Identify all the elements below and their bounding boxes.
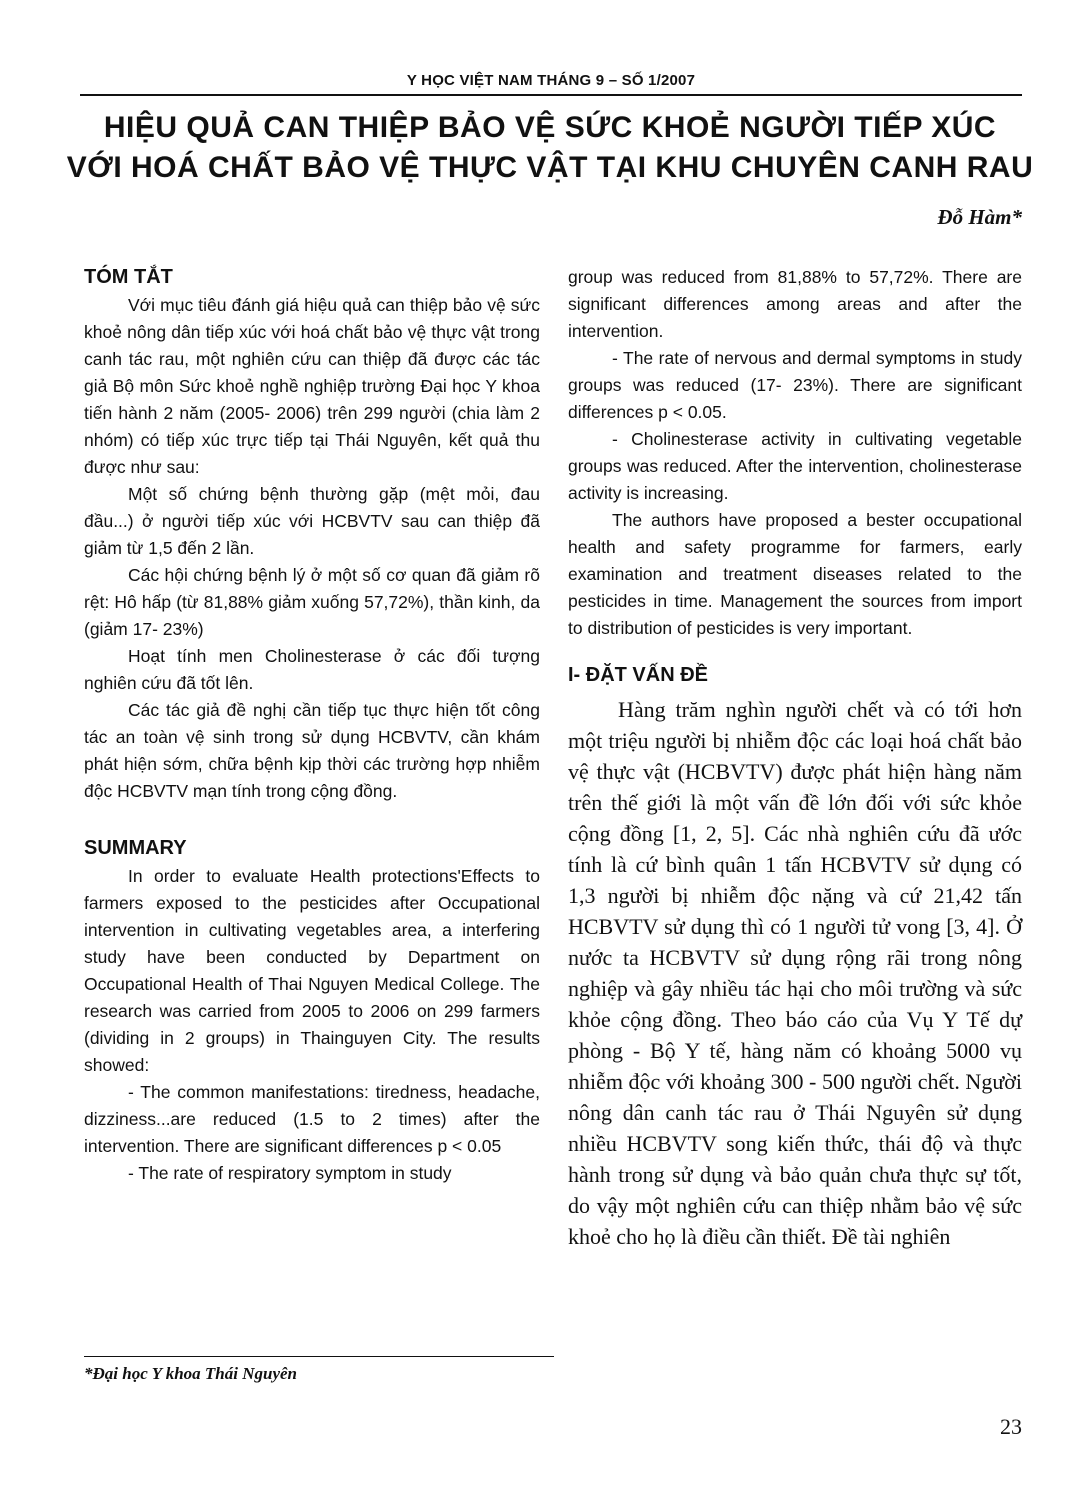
tom-tat-paragraph: Với mục tiêu đánh giá hiệu quả can thiệp bảo vệ sức khoẻ nông dân tiếp xúc với hoá chất bảo vệ thực vật trong canh tác rau, một nghiên cứu can thiệp đã được các tác giả Bộ môn Sức khoẻ nghề nghiệp trường Đại học Y khoa tiến hành 2 năm (2005- 2006) trên 299 người (chia làm 2 nhóm) có tiếp xúc trực tiếp tại Thái Nguyên, kết quả thu được như sau: (84, 295, 540, 477)
section-paragraph: Hàng trăm nghìn người chết và có tới hơn một triệu người bị nhiễm độc các loại hoá chất bảo vệ thực vật (HCBVTV) được phát hiện hàng năm trên thế giới là một vấn đề lớn đối với sức khỏe cộng đồng [1, 2, 5]. Các nhà nghiên cứu đã ước tính là cứ bình quân 1 tấn HCBVTV sử dụng có 1,3 người bị nhiễm độc nặng và cứ 21,42 tấn HCBVTV sử dụng thì có 1 người tử vong [3, 4]. Ở nước ta HCBVTV sử dụng rộng rãi trong nông nghiệp và gây nhiều tác hại cho môi trường và sức khỏe cộng đồng. Theo báo cáo của Vụ Y Tế dự phòng - Bộ Y tế, hàng năm có khoảng 5000 vụ nhiễm độc với khoảng 300 - 500 người chết. Người nông dân canh tác rau ở Thái Nguyên sử dụng nhiều HCBVTV song kiến thức, thái độ và thực hành trong sử dụng và bảo quản chưa thực sự tốt, do vậy một nghiên cứu can thiệp nhằm bảo vệ sức khoẻ cho họ là điều cần thiết. Đề tài nghiên (568, 697, 1022, 1249)
summary-paragraph-continued: - Cholinesterase activity in cultivating vegetable groups was reduced. After the intervention, cholinesterase activity is increasing. (568, 429, 1022, 503)
tom-tat-paragraph: Một số chứng bệnh thường gặp (mệt mỏi, đau đầu...) ở người tiếp xúc với HCBVTV sau can thiệp đã giảm từ 1,5 đến 2 lần. (84, 484, 540, 558)
left-column (84, 262, 540, 1187)
tom-tat-paragraph: Hoạt tính men Cholinesterase ở các đối tượng nghiên cứu đã tốt lên. (84, 646, 540, 693)
section-heading: I- ĐẶT VẤN ĐỀ (568, 664, 708, 686)
right-column (568, 264, 1022, 1252)
summary-paragraph: - The rate of respiratory symptom in study (128, 1163, 452, 1183)
summary-heading: SUMMARY (84, 837, 187, 859)
page-number: 23 (1000, 1414, 1022, 1439)
footnote: *Đại học Y khoa Thái Nguyên (84, 1364, 297, 1383)
summary-paragraph-continued: group was reduced from 81,88% to 57,72%. There are significant differences among areas and after the intervention. (568, 267, 1022, 341)
summary-paragraph-continued: - The rate of nervous and dermal symptoms in study groups was reduced (17- 23%). There are significant differences p < 0.05. (568, 348, 1022, 422)
summary-paragraph-continued: The authors have proposed a bester occupational health and safety programme for farmers, early examination and treatment diseases related to the pesticides in time. Management the sources from import to distribution of pesticides is very important. (568, 510, 1022, 638)
header-rule (80, 94, 1022, 96)
tom-tat-paragraph: Các hội chứng bệnh lý ở một số cơ quan đã giảm rõ rệt: Hô hấp (từ 81,88% giảm xuống 57,72%), thần kinh, da (giảm 17- 23%) (84, 565, 540, 639)
author: Đỗ Hàm* (937, 205, 1022, 229)
title-line-2: VỚI HOÁ CHẤT BẢO VỆ THỰC VẬT TẠI KHU CHUYÊN CANH RAU (66, 151, 1034, 184)
journal-header: Y HỌC VIỆT NAM THÁNG 9 – SỐ 1/2007 (406, 72, 696, 89)
tom-tat-paragraph: Các tác giả đề nghị cần tiếp tục thực hiện tốt công tác an toàn vệ sinh trong sử dụng HCBVTV, cần khám phát hiện sớm, chữa bệnh kịp thời các trường hợp nhiễm độc HCBVTV mạn tính trong cộng đồng. (84, 700, 540, 801)
tom-tat-heading: TÓM TẮT (84, 266, 173, 288)
title-line-1: HIỆU QUẢ CAN THIỆP BẢO VỆ SỨC KHOẺ NGƯỜI TIẾP XÚC (103, 111, 997, 144)
summary-paragraph: - The common manifestations: tiredness, headache, dizziness...are reduced (1.5 to 2 times) after the intervention. There are significant differences p < 0.05 (84, 1082, 540, 1156)
summary-paragraph: In order to evaluate Health protections'Effects to farmers exposed to the pesticides after Occupational intervention in cultivating vegetables area, a interfering study have been conducted by Department on Occupational Health of Thai Nguyen Medical College. The research was carried from 2005 to 2006 on 299 farmers (dividing in 2 groups) in Thainguyen City. The results showed: (84, 866, 540, 1075)
article-title (60, 108, 1040, 188)
footnote-rule (84, 1356, 554, 1357)
